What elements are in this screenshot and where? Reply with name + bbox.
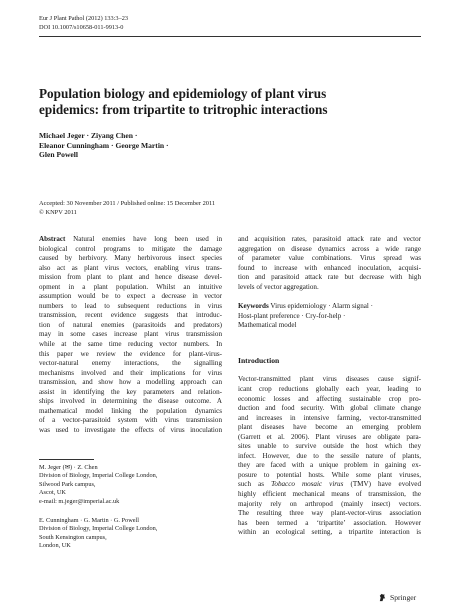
abstract-line: mission from plant to plant and hence disease devel- [39,273,222,282]
title-line-1: Population biology and epidemiology of plant virus [39,86,327,101]
abstract-line: while at the same time reducing vector numbers. In [39,340,222,349]
author-list [39,131,359,160]
intro-line: duction and food security. With global climate change [238,404,421,413]
abstract-line: transmission, and show how a modelling approach can [39,378,222,387]
intro-line: The resulting three way plant-vector-virus association [238,509,421,518]
accepted-published-line: Accepted: 30 November 2011 / Published online: 15 December 2011 [39,200,216,207]
abstract-line: of a vector-parasitoid system with virus transmission [39,416,222,425]
introduction-section [238,356,421,538]
affiliation-block-2 [39,517,157,551]
affiliation-campus: South Kensington campus, [39,533,107,541]
affiliation-email: e-mail: m.jeger@imperial.ac.uk [39,497,120,505]
affiliation-city: London, UK [39,542,71,550]
right-column [238,235,421,538]
abstract-line: assist in identifying the key parameters and relation- [39,387,222,396]
affiliation-authors: M. Jeger (✉) · Z. Chen [39,464,98,471]
abstract-label: Abstract [39,235,66,243]
abstract-line: vector-natural enemy interactions, the signalling [39,359,222,368]
intro-line: and increases in intensive farming, vector-transmitted [238,413,421,422]
abstract-line: this paper we review the evidence for plant-virus- [39,349,222,358]
keywords-line: Mathematical model [238,321,297,330]
intro-line: highly efficient mechanical means of transmission, the [238,490,421,499]
affiliation-authors: E. Cunningham · G. Martin · G. Powell [39,517,140,524]
keywords-line: Keywords Virus epidemiology · Alarm signal · [238,302,374,311]
virus-name: Tobacco mosaic virus [271,480,344,489]
intro-line: within an ecological setting, a tripartite interaction is [238,528,421,537]
abstract-line: assumption would be to expect a decrease in vector [39,292,222,301]
authors-line-3: Glen Powell [39,150,79,160]
affiliation-campus: Silwood Park campus, [39,480,96,488]
keywords-block [238,302,421,331]
running-header [39,14,128,32]
authors-line-2: Eleanor Cunningham · George Martin · [39,140,169,150]
article-title [39,86,419,118]
abstract-line: transmission, recent evidence suggests that introduc- [39,311,222,320]
publisher-name: Springer [390,593,417,602]
intro-line: Vector-transmitted plant virus diseases cause signif- [238,375,421,384]
intro-line: posure to potential hosts. While some plant viruses, [238,470,421,479]
intro-line: has been termed a ‘tripartite’ association. However [238,518,421,527]
springer-horse-icon [378,593,387,602]
keywords-label: Keywords [238,302,269,311]
abstract-column [39,235,222,435]
affiliation-institution: Division of Biology, Imperial College London, [39,472,158,480]
abstract-line: tion and parasitoid attack rate but decrease with high [238,273,421,282]
publisher-footer [378,593,416,602]
authors-line-1: Michael Jeger · Ziyang Chen · [39,131,138,140]
abstract-line: found to increase with enhanced inoculation, acquisi- [238,263,421,272]
affiliation-city: Ascot, UK [39,489,66,497]
intro-line: icant crop reductions globally each year, leading to [238,385,421,394]
title-line-2: epidemics: from tripartite to tritrophic interactions [39,102,328,117]
affiliation-institution: Division of Biology, Imperial College London, [39,525,158,533]
abstract-line: ships involved in determining the disease outcome. A [39,397,222,406]
abstract-line: Abstract Natural enemies have long been used in [39,235,222,243]
abstract-line: mathematical model linking the population dynamics [39,406,222,415]
keywords-line: Host-plant preference · Cry-for-help · [238,311,346,320]
abstract-line: and acquisition rates, parasitoid attack rate and vector [238,235,421,243]
abstract-line: numbers to lead to subsequent reductions in virus [39,301,222,310]
intro-line: economic losses and affecting sustainable crop pro- [238,394,421,403]
copyright-line: © KNPV 2011 [39,208,77,216]
abstract-line: aggregation on disease dynamics across a wide range [238,244,421,253]
abstract-line: caused by herbivory. Many herbivorous insect species [39,254,222,263]
footnote-rule [39,459,94,460]
abstract-line: biological control programs to mitigate the damage [39,244,222,253]
affiliation-block-1 [39,464,157,506]
abstract-line: may in some cases increase plant virus transmission [39,330,222,339]
abstract-line: mechanisms involved and their implications for virus [39,368,222,377]
intro-line: plant diseases have become an emerging problem [238,423,421,432]
intro-line: infect. However, due to the sessile nature of plants, [238,451,421,460]
intro-line: majority rely on arthropod (mainly insect) vectors. [238,499,421,508]
intro-line: (Garrett et al. 2006). Plant viruses are obligate para- [238,432,421,441]
introduction-heading: Introduction [238,355,280,365]
intro-line: sites unable to survive outside the host which they [238,442,421,451]
intro-line: they are faced with a unique problem in gaining ex- [238,461,421,470]
abstract-line: also act as plant virus vectors, enabling virus trans- [39,263,222,272]
header-rule [39,36,421,37]
abstract-line: was used to investigate the effects of virus inoculation [39,425,222,434]
publication-dates [39,200,215,217]
doi: DOI 10.1007/s10658-011-9913-0 [39,24,124,31]
journal-citation: Eur J Plant Pathol (2012) 133:3–23 [39,15,129,22]
abstract-line: levels of vector aggregation. [238,282,319,291]
abstract-line: tion of natural enemies (parasitoids and predators) [39,320,222,329]
abstract-line: of parameter value combinations. Virus spread was [238,254,421,263]
abstract-continuation [238,235,421,292]
intro-line: such as Tobacco mosaic virus (TMV) have evolved [238,480,422,489]
abstract-line: opment in a plant population. Whilst an intuitive [39,282,222,291]
